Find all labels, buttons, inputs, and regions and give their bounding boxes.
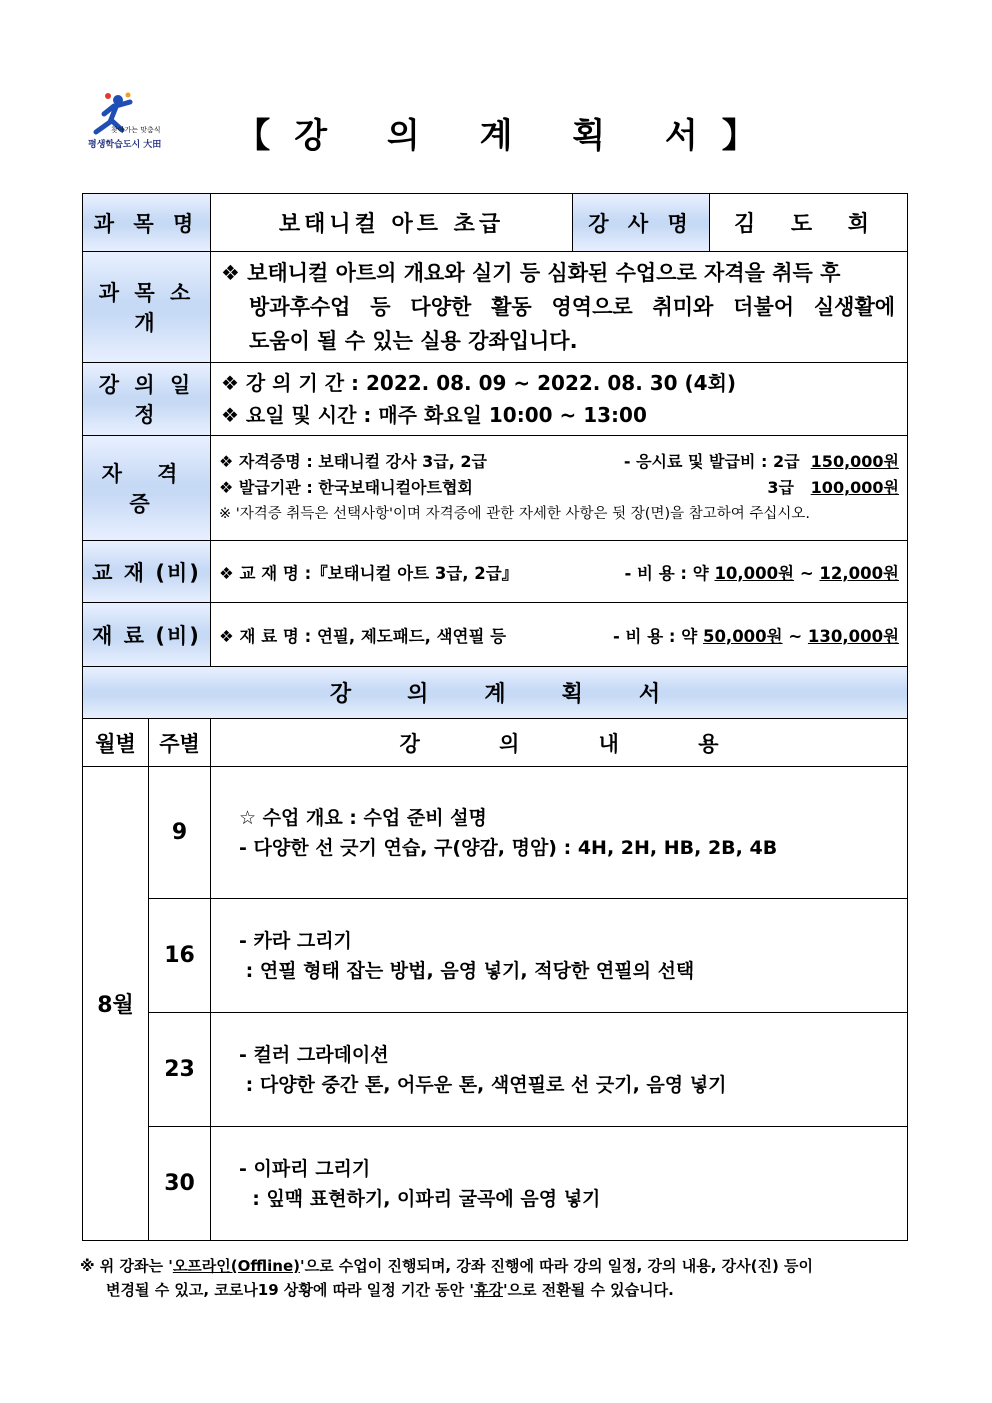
qualification-row [83,436,908,541]
logo-tagline: 찾아가는 맞춤식 [111,126,161,134]
schedule-text [211,363,908,436]
schedule-row [83,363,908,436]
textbook-text [211,541,908,603]
materials-cost-label: - 비 용 : 약 [612,626,698,646]
instructor-label: 강 사 명 [573,194,710,252]
materials-tilde: ~ [788,626,803,646]
week-content-line-2: : 잎맥 표현하기, 이파리 굴곡에 음영 넣기 [239,1187,601,1210]
week-row [83,1013,908,1127]
week-row [83,899,908,1013]
materials-row [83,603,908,667]
intro-text [211,252,908,363]
materials-label: 재 료 (비) [83,603,211,667]
intro-line-1: ❖ 보태니컬 아트의 개요와 실기 등 심화된 수업으로 자격을 취득 후 [221,261,841,285]
footnote-line-1 [80,1254,910,1278]
week-content-line-1: ☆ 수업 개요 : 수업 준비 설명 [239,806,487,829]
cert-issuer: ❖ 발급기관 : 한국보태니컬아트협회 [219,478,473,497]
week-content [211,767,908,899]
plan-section-title: 강의계획서 [83,667,908,719]
intro-line-3: 도움이 될 수 있는 실용 강좌입니다. [249,329,578,353]
offline-text: 오프라인(Offline) [172,1257,300,1275]
textbook-cost-max: 12,000원 [819,563,900,583]
grade-3-label: 3급 [767,478,794,497]
week-content-line-2: - 다양한 선 긋기 연습, 구(양감, 명암) : 4H, 2H, HB, 2B, 4B [239,836,778,859]
instructor-name: 김 도 희 [710,194,908,252]
week-number: 30 [149,1127,211,1241]
plan-column-header-row [83,719,908,767]
intro-label: 과 목 소 개 [83,252,211,363]
week-number: 23 [149,1013,211,1127]
materials-cost-min: 50,000원 [702,626,783,646]
week-content-line-2: : 연필 형태 잡는 방법, 음영 넣기, 적당한 연필의 선택 [239,959,695,982]
textbook-row [83,541,908,603]
schedule-time: ❖ 요일 및 시간 : 매주 화요일 10:00 ~ 13:00 [221,403,647,427]
fee-grade-2: 150,000원 [810,452,900,471]
week-row [83,1127,908,1241]
qualification-label: 자 격 증 [83,436,211,541]
fee-grade-3: 100,000원 [810,478,900,497]
qualification-text [211,436,908,541]
footnote-part: '으로 수업이 진행되며, 강좌 진행에 따라 강의 일정, 강의 내용, 강사(진) 등이 [299,1257,814,1275]
plan-section-header-row [83,667,908,719]
course-name-label: 과 목 명 [83,194,211,252]
footnote [80,1254,910,1302]
week-content [211,899,908,1013]
month-cell: 8월 [83,767,149,1241]
schedule-period: ❖ 강 의 기 간 : 2022. 08. 09 ~ 2022. 08. 30 (4회) [221,371,737,395]
footnote-part: ※ 위 강좌는 ' [80,1257,173,1275]
textbook-cost-label: - 비 용 : 약 [624,563,709,583]
document-title: 【강 의 계 획 서】 [236,116,780,156]
week-content [211,1127,908,1241]
fee-label: - 응시료 및 발급비 : 2급 [623,452,800,471]
week-content-line-1: - 이파리 그리기 [239,1157,371,1180]
break-text: 휴강 [473,1281,503,1299]
week-content [211,1013,908,1127]
intro-row [83,252,908,363]
course-row [83,194,908,252]
logo-city: 평생학습도시 大田 [88,140,162,150]
col-week-header: 주별 [149,719,211,767]
cert-note: ※ '자격증 취득은 선택사항'이며 자격증에 관한 자세한 사항은 뒷 장(면)을 참고하여 주십시오. [219,506,811,522]
materials-text [211,603,908,667]
lecture-plan-table [82,193,908,1241]
course-name: 보태니컬 아트 초급 [211,194,573,252]
intro-line-2: 방과후수업 등 다양한 활동 영역으로 취미와 더불어 실생활에 [249,295,896,319]
week-row [83,767,908,899]
textbook-label: 교 재 (비) [83,541,211,603]
footnote-line-2 [80,1278,910,1302]
cert-name: ❖ 자격증명 : 보태니컬 강사 3급, 2급 [219,452,487,471]
col-month-header: 월별 [83,719,149,767]
materials-cost-max: 130,000원 [807,626,900,646]
col-content-header: 강 의 내 용 [211,719,908,767]
materials-name: ❖ 재 료 명 : 연필, 제도패드, 색연필 등 [219,626,507,646]
textbook-cost-min: 10,000원 [714,563,795,583]
footnote-part: 변경될 수 있고, 코로나19 상황에 따라 일정 기간 동안 ' [106,1281,474,1299]
textbook-tilde: ~ [799,563,814,583]
schedule-label: 강 의 일 정 [83,363,211,436]
week-content-line-1: - 컬러 그라데이션 [239,1043,389,1066]
week-number: 9 [149,767,211,899]
week-content-line-1: - 카라 그리기 [239,929,352,952]
textbook-name: ❖ 교 재 명 :『보태니컬 아트 3급, 2급』 [219,563,519,583]
week-content-line-2: : 다양한 중간 톤, 어두운 톤, 색연필로 선 긋기, 음영 넣기 [239,1073,727,1096]
footnote-part: '으로 전환될 수 있습니다. [502,1281,674,1299]
week-number: 16 [149,899,211,1013]
